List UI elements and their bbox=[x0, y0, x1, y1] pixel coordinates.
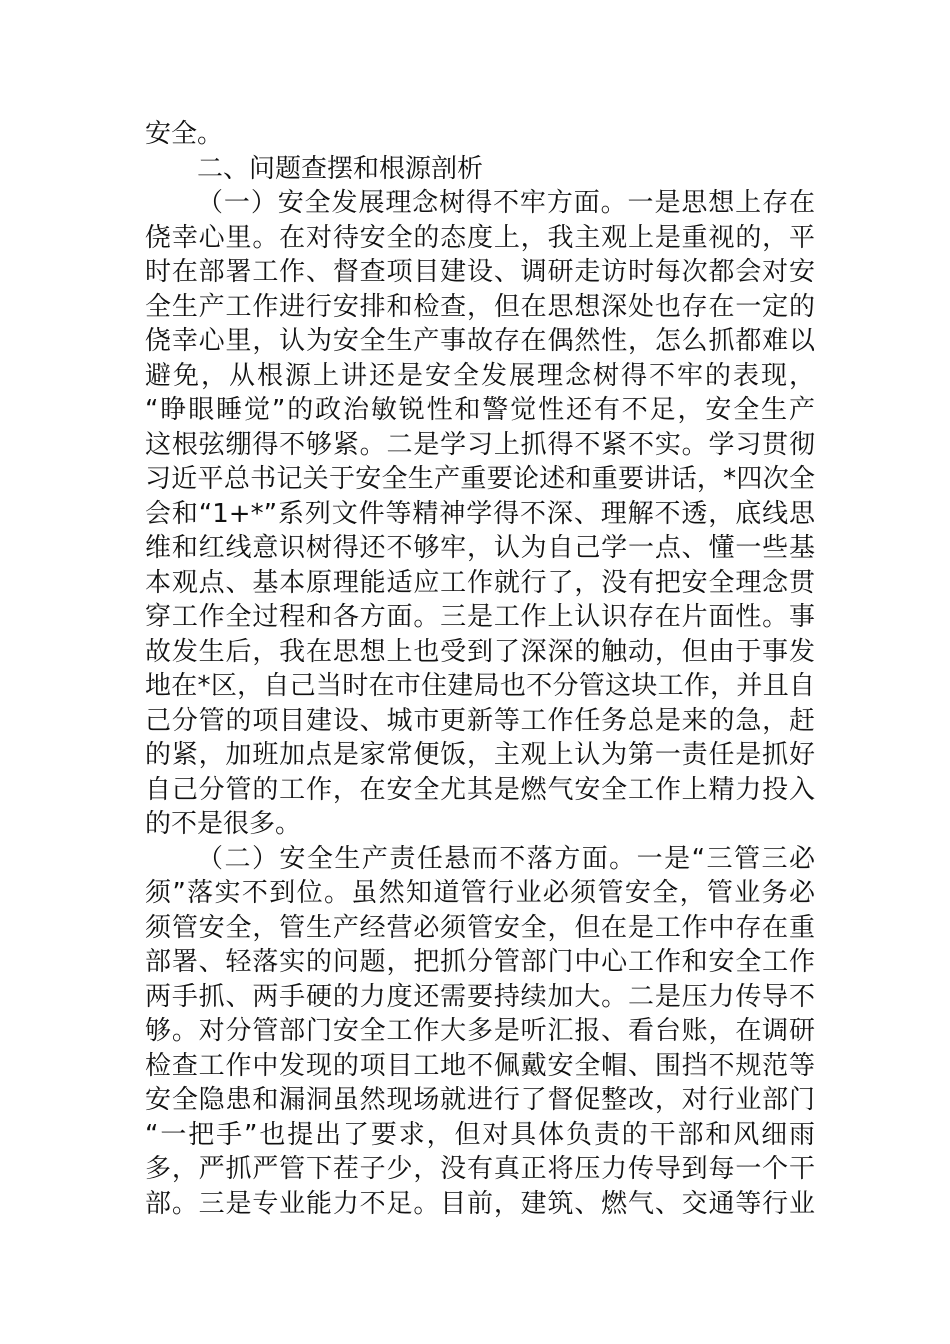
text-line: 的紧，加班加点是家常便饭，主观上认为第一责任是抓好 bbox=[145, 740, 815, 770]
text-line: 穿工作全过程和各方面。三是工作上认识存在片面性。事 bbox=[145, 602, 815, 632]
text-line: （二）安全生产责任悬而不落方面。一是“三管三必 bbox=[197, 844, 815, 874]
text-line: “一把手”也提出了要求，但对具体负责的干部和风细雨 bbox=[145, 1120, 815, 1150]
text-line: 须管安全，管生产经营必须管安全，但在是工作中存在重 bbox=[145, 913, 815, 943]
text-line: 避免，从根源上讲还是安全发展理念树得不牢的表现， bbox=[145, 361, 815, 391]
text-line: 部。三是专业能力不足。目前，建筑、燃气、交通等行业 bbox=[145, 1189, 815, 1219]
text-line: 故发生后，我在思想上也受到了深深的触动，但由于事发 bbox=[145, 637, 815, 667]
text-line: （一）安全发展理念树得不牢方面。一是思想上存在 bbox=[197, 188, 815, 218]
text-line: 己分管的项目建设、城市更新等工作任务总是来的急，赶 bbox=[145, 706, 815, 736]
text-line: 时在部署工作、督查项目建设、调研走访时每次都会对安 bbox=[145, 257, 815, 287]
text-line: 全生产工作进行安排和检查，但在思想深处也存在一定的 bbox=[145, 292, 815, 322]
text-line: 习近平总书记关于安全生产重要论述和重要讲话，*四次全 bbox=[145, 464, 815, 494]
text-line: 维和红线意识树得还不够牢，认为自己学一点、懂一些基 bbox=[145, 533, 815, 563]
text-line: “睁眼睡觉”的政治敏锐性和警觉性还有不足，安全生产 bbox=[145, 395, 815, 425]
text-line: 本观点、基本原理能适应工作就行了，没有把安全理念贯 bbox=[145, 568, 815, 598]
text-line: 两手抓、两手硬的力度还需要持续加大。二是压力传导不 bbox=[145, 982, 815, 1012]
text-line: 须”落实不到位。虽然知道管行业必须管安全，管业务必 bbox=[145, 878, 815, 908]
text-line: 安全隐患和漏洞虽然现场就进行了督促整改，对行业部门 bbox=[145, 1085, 815, 1115]
text-line: 够。对分管部门安全工作大多是听汇报、看台账，在调研 bbox=[145, 1016, 815, 1046]
text-line: 侥幸心里。在对待安全的态度上，我主观上是重视的，平 bbox=[145, 223, 815, 253]
text-line: 侥幸心里，认为安全生产事故存在偶然性，怎么抓都难以 bbox=[145, 326, 815, 356]
section-heading: 二、问题查摆和根源剖析 bbox=[197, 154, 484, 184]
text-line: 安全。 bbox=[145, 119, 224, 149]
text-line: 这根弦绷得不够紧。二是学习上抓得不紧不实。学习贯彻 bbox=[145, 430, 815, 460]
text-line: 地在*区，自己当时在市住建局也不分管这块工作，并且自 bbox=[145, 671, 815, 701]
text-line: 部署、轻落实的问题，把抓分管部门中心工作和安全工作 bbox=[145, 947, 815, 977]
text-line: 多，严抓严管下茬子少，没有真正将压力传导到每一个干 bbox=[145, 1154, 815, 1184]
text-line: 会和“1+*”系列文件等精神学得不深、理解不透，底线思 bbox=[145, 499, 815, 529]
text-line: 的不是很多。 bbox=[145, 809, 302, 839]
text-line: 自己分管的工作，在安全尤其是燃气安全工作上精力投入 bbox=[145, 775, 815, 805]
text-line: 检查工作中发现的项目工地不佩戴安全帽、围挡不规范等 bbox=[145, 1051, 815, 1081]
